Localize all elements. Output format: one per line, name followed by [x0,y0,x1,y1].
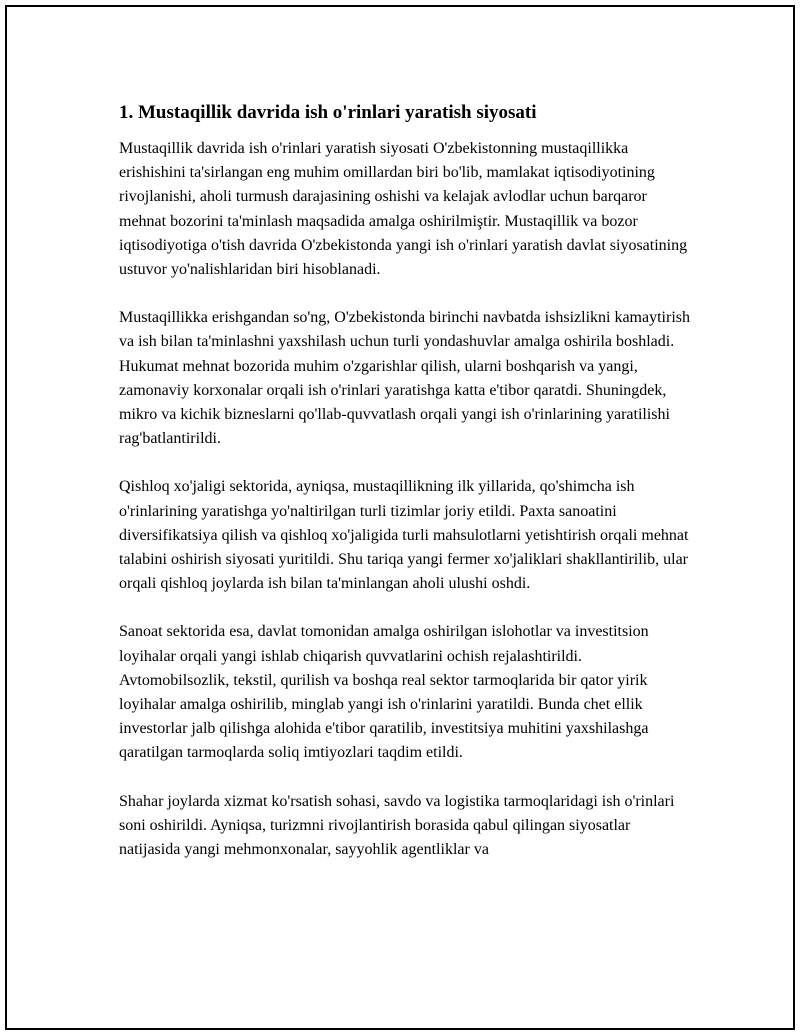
document-page [5,5,795,1030]
paragraph-1: Mustaqillik davrida ish o'rinlari yaratish siyosati O'zbekistonning mustaqillikka erishishini ta'sirlangan eng muhim omillardan biri bo'lib, mamlakat iqtisodiyotining rivojlanishi, aholi turmush darajasining oshishi va kelajak avlodlar uchun barqaror mehnat bozorini ta'minlash maqsadida amalga oshirilmiştir. Mustaqillik va bozor iqtisodiyotiga o'tish davrida O'zbekistonda yangi ish o'rinlari yaratish davlat siyosatining ustuvor yo'nalishlaridan biri hisoblanadi. [119,140,688,279]
section-heading: 1. Mustaqillik davrida ish o'rinlari yaratish siyosati [119,102,537,123]
paragraph-4: Sanoat sektorida esa, davlat tomonidan amalga oshirilgan islohotlar va investitsion loyihalar orqali yangi ishlab chiqarish quvvatlarini ochish rejalashtirildi. Avtomobilsozlik, tekstil, qurilish va boshqa real sektor tarmoqlarida bir qator yirik loyihalar amalga oshirilib, minglab yangi ish o'rinlarini yaratildi. Bunda chet ellik investorlar jalb qilishga alohida e'tibor qaratilib, investitsiya muhitini yaxshilashga qaratilgan tarmoqlarda soliq imtiyozlari taqdim etildi. [119,623,649,762]
paragraph-2: Mustaqillikka erishgandan so'ng, O'zbekistonda birinchi navbatda ishsizlikni kamaytirish va ish bilan ta'minlashni yaxshilash uchun turli yondashuvlar amalga oshirila boshladi. Hukumat mehnat bozorida muhim o'zgarishlar qilish, ularni boshqarish va yangi, zamonaviy korxonalar orqali ish o'rinlari yaratishga katta e'tibor qaratdi. Shuningdek, mikro va kichik bizneslarni qo'llab-quvvatlash orqali yangi ish o'rinlarining yaratilishi rag'batlantirildi. [119,309,690,448]
document-body [119,100,694,886]
paragraph-5: Shahar joylarda xizmat ko'rsatish sohasi, savdo va logistika tarmoqlaridagi ish o'rinlari soni oshirildi. Ayniqsa, turizmni rivojlantirish borasida qabul qilingan siyosatlar natijasida yangi mehmonxonalar, sayyohlik agentliklar va [119,792,675,859]
paragraph-3: Qishloq xo'jaligi sektorida, ayniqsa, mustaqillikning ilk yillarida, qo'shimcha ish o'rinlarining yaratishga yo'naltirilgan turli tizimlar joriy etildi. Paxta sanoatini diversifikatsiya qilish va qishloq xo'jaligida turli mahsulotlarni yetishtirish orqali mehnat talabini oshirish siyosati yuritildi. Shu tariqa yangi fermer xo'jaliklari shakllantirilib, ular orqali qishloq joylarda ish bilan ta'minlangan aholi ulushi oshdi. [119,478,689,593]
